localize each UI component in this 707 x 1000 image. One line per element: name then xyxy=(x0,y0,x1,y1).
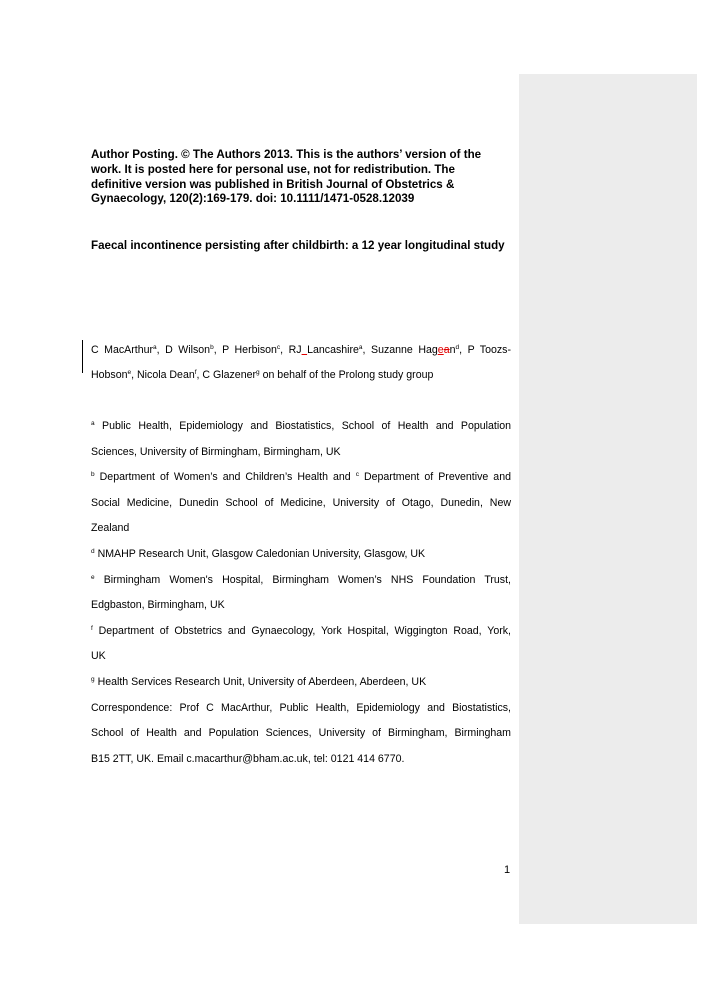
correspondence: Correspondence: Prof C MacArthur, Public Health, Epidemiology and Biostatistics, xyxy=(91,702,511,714)
affiliation-text: Health Services Research Unit, University of Aberdeen, Aberdeen, UK xyxy=(94,676,427,688)
affiliation-marker: a xyxy=(358,344,363,351)
tracked-insertion: e xyxy=(437,344,444,356)
author-name: , C Glazener xyxy=(196,369,257,381)
affiliation-b-cont: Social Medicine, Dunedin School of Medicine, University of Otago, Dunedin, New xyxy=(91,497,511,509)
study-group: on behalf of the Prolong study group xyxy=(259,369,434,381)
affiliation-marker: c xyxy=(355,471,359,478)
affiliation-e xyxy=(91,574,511,587)
affiliation-text: Department of Preventive and xyxy=(358,471,511,483)
author-name: , RJ xyxy=(280,344,302,356)
correspondence-cont: School of Health and Population Sciences, University of Birmingham, Birmingham xyxy=(91,727,511,739)
affiliation-marker: d xyxy=(455,344,460,351)
author-name: , Suzanne Hag xyxy=(362,344,438,356)
affiliation-marker: a xyxy=(153,344,157,351)
affiliation-marker: f xyxy=(91,625,93,632)
notice-line: work. It is posted here for personal use, not for redistribution. The xyxy=(91,162,455,176)
affiliation-marker: b xyxy=(210,344,214,351)
author-name: , P Herbison xyxy=(213,344,277,356)
correspondence-cont: B15 2TT, UK. Email c.macarthur@bham.ac.uk, tel: 0121 414 6770. xyxy=(91,753,405,765)
author-name: Lancashire xyxy=(307,344,359,356)
affiliation-f-cont: UK xyxy=(91,650,106,662)
author-name: , Nicola Dean xyxy=(131,369,195,381)
author-name: C MacArthur xyxy=(91,344,154,356)
tracked-deletion: a xyxy=(443,344,450,356)
affiliation-e-cont: Edgbaston, Birmingham, UK xyxy=(91,599,225,611)
affiliation-text: NMAHP Research Unit, Glasgow Caledonian University, Glasgow, UK xyxy=(94,548,426,560)
affiliation-marker: e xyxy=(127,369,132,376)
comment-pane xyxy=(519,74,697,924)
affiliation-marker: g xyxy=(256,369,260,376)
author-list-line-1 xyxy=(91,344,511,357)
affiliation-text: Department of Women’s and Children’s Health and xyxy=(94,471,356,483)
affiliation-text: Birmingham Women's Hospital, Birmingham Women’s NHS Foundation Trust, xyxy=(94,574,511,586)
affiliation-marker: f xyxy=(194,369,197,376)
author-name: , D Wilson xyxy=(156,344,211,356)
affiliation-f xyxy=(91,625,511,638)
author-posting-notice xyxy=(91,148,511,207)
affiliation-d xyxy=(91,548,511,561)
affiliation-marker: e xyxy=(91,574,95,581)
author-list-line-2 xyxy=(91,369,511,382)
affiliation-b-cont: Zealand xyxy=(91,522,130,534)
affiliation-text: Department of Obstetrics and Gynaecology, York Hospital, Wiggington Road, York, xyxy=(92,625,511,637)
notice-line: Gynaecology, 120(2):169-179. doi: 10.1111/1471-0528.12039 xyxy=(91,192,415,206)
notice-line: definitive version was published in British Journal of Obstetrics & xyxy=(91,177,455,191)
affiliation-marker: c xyxy=(276,344,281,351)
affiliation-marker: g xyxy=(91,676,95,683)
affiliation-marker: b xyxy=(91,471,95,478)
notice-line: Author Posting. © The Authors 2013. This is the authors’ version of the xyxy=(91,148,482,161)
affiliation-text: Public Health, Epidemiology and Biostatistics, School of Health and Population xyxy=(94,420,511,432)
affiliation-marker: a xyxy=(91,420,95,427)
tracked-change-bar xyxy=(82,340,83,373)
author-name: Hobson xyxy=(91,369,128,381)
page-number: 1 xyxy=(504,864,511,876)
author-name: n xyxy=(449,344,456,356)
affiliation-b xyxy=(91,471,511,484)
affiliation-g xyxy=(91,676,511,689)
paper-title: Faecal incontinence persisting after childbirth: a 12 year longitudinal study xyxy=(91,239,505,252)
affiliation-a-cont: Sciences, University of Birmingham, Birmingham, UK xyxy=(91,446,341,458)
affiliation-marker: d xyxy=(91,548,95,555)
affiliation-a xyxy=(91,420,511,433)
author-name: , P Toozs- xyxy=(459,344,511,356)
